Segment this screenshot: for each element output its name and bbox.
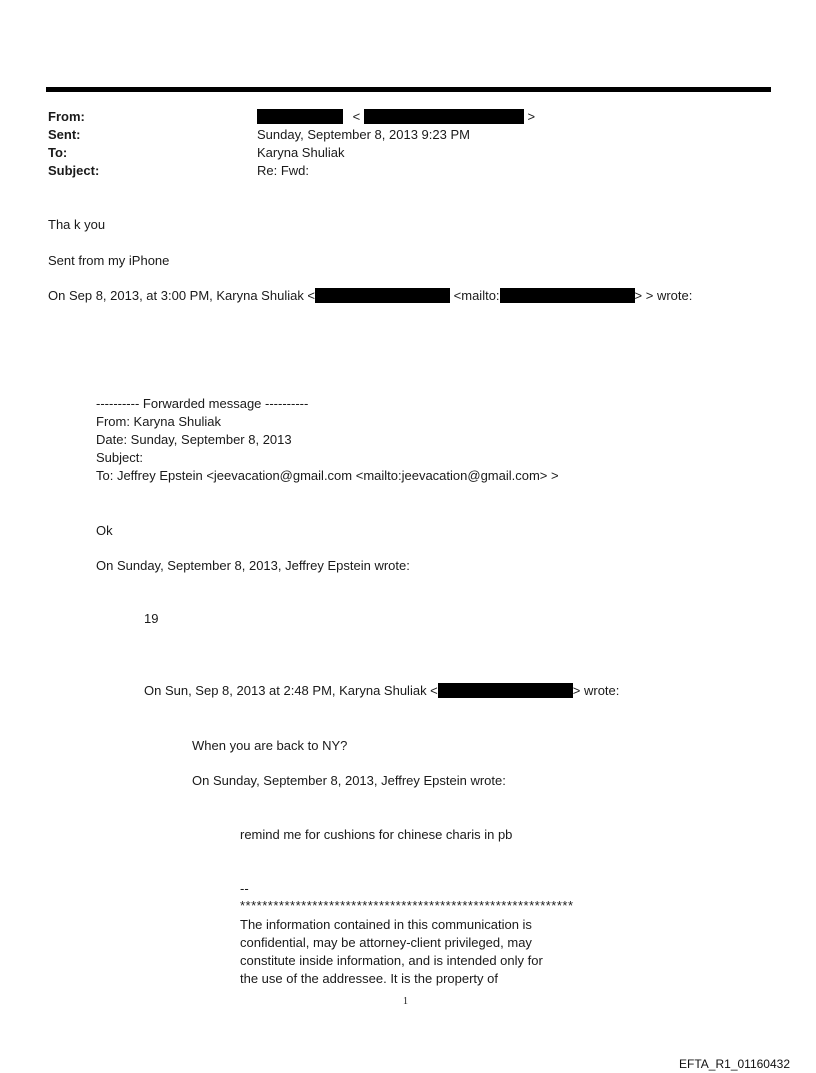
from-label: From: — [48, 109, 85, 124]
quote-line-4: On Sunday, September 8, 2013, Jeffrey Epstein wrote: — [192, 773, 506, 788]
forwarded-from: From: Karyna Shuliak — [96, 414, 221, 429]
forwarded-subject: Subject: — [96, 450, 143, 465]
disclaimer-line: constitute inside information, and is intended only for — [240, 953, 543, 968]
quote-line-2: On Sunday, September 8, 2013, Jeffrey Epstein wrote: — [96, 558, 410, 573]
from-lt: < — [352, 109, 361, 124]
header-rule — [46, 87, 771, 92]
to-label: To: — [48, 145, 68, 160]
document-id: EFTA_R1_01160432 — [679, 1057, 790, 1071]
quote1-mailto: <mailto: — [453, 288, 500, 303]
quote1-prefix: On Sep 8, 2013, at 3:00 PM, Karyna Shuliak < — [48, 288, 316, 303]
redacted-name — [257, 109, 343, 124]
subject-label: Subject: — [48, 163, 100, 178]
disclaimer-line: confidential, may be attorney-client privileged, may — [240, 935, 532, 950]
reply-thanks: Tha k you — [48, 217, 106, 232]
to-value: Karyna Shuliak — [257, 145, 345, 160]
sent-value: Sunday, September 8, 2013 9:23 PM — [257, 127, 470, 142]
redacted-email — [438, 683, 573, 698]
page-number: 1 — [403, 996, 408, 1007]
question: When you are back to NY? — [192, 738, 348, 753]
disclaimer-line: the use of the addressee. It is the property of — [240, 971, 498, 986]
forwarded-reply: Ok — [96, 523, 113, 538]
redacted-email — [364, 109, 524, 124]
disclaimer-stars: ************************************************************ — [240, 898, 574, 913]
redacted-email — [500, 288, 635, 303]
quote-line-1 — [48, 287, 692, 304]
forwarded-divider: ---------- Forwarded message ---------- — [96, 396, 309, 411]
from-gt: > — [527, 109, 536, 124]
quote-line-3 — [144, 682, 619, 699]
quote3-prefix: On Sun, Sep 8, 2013 at 2:48 PM, Karyna Shuliak < — [144, 683, 438, 698]
signature-dash: -- — [240, 881, 249, 896]
signature: Sent from my iPhone — [48, 253, 170, 268]
quote3-suffix: > wrote: — [572, 683, 620, 698]
subject-value: Re: Fwd: — [257, 163, 310, 178]
original-message: remind me for cushions for chinese charis in pb — [240, 827, 513, 842]
reply-19: 19 — [144, 611, 159, 626]
forwarded-to: To: Jeffrey Epstein <jeevacation@gmail.com <mailto:jeevacation@gmail.com> > — [96, 468, 559, 483]
disclaimer-line: The information contained in this communication is — [240, 917, 532, 932]
quote1-suffix: > > wrote: — [634, 288, 693, 303]
from-value — [257, 108, 535, 125]
forwarded-date: Date: Sunday, September 8, 2013 — [96, 432, 292, 447]
redacted-email — [315, 288, 450, 303]
sent-label: Sent: — [48, 127, 81, 142]
